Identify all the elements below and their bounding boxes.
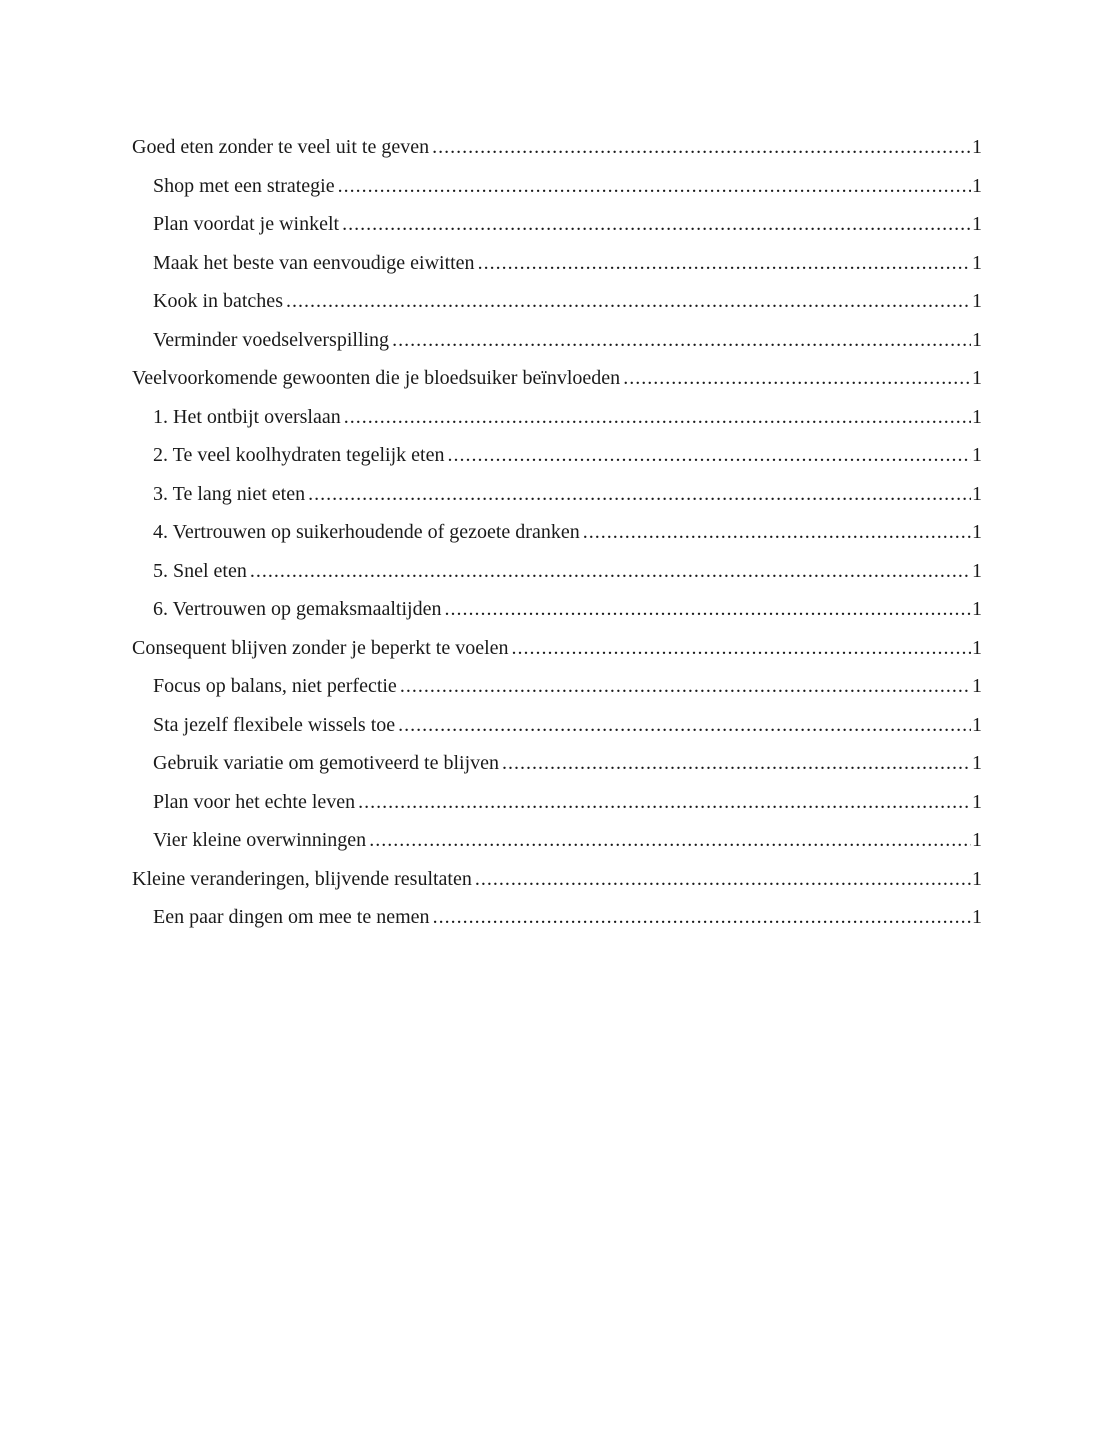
toc-entry-page-number: 1 — [972, 521, 982, 543]
toc-entry-page-number: 1 — [972, 713, 982, 736]
toc-entry-title: Maak het beste van eenvoudige eiwitten — [153, 251, 475, 274]
toc-entry-page-number: 1 — [972, 444, 982, 466]
toc-subheading-entry[interactable] — [132, 821, 982, 860]
toc-entry-page-number: 1 — [972, 136, 982, 158]
toc-subheading-entry[interactable] — [132, 398, 982, 437]
dot-leader — [433, 898, 971, 937]
dot-leader — [286, 282, 971, 321]
dot-leader — [478, 244, 971, 283]
toc-entry-page-number: 1 — [972, 328, 982, 351]
toc-subheading-entry[interactable] — [132, 244, 982, 283]
toc-entry-title: Goed eten zonder te veel uit te geven — [132, 136, 430, 158]
toc-heading-entry[interactable] — [132, 128, 982, 167]
toc-entry-page-number: 1 — [972, 906, 982, 928]
dot-leader — [392, 321, 971, 360]
toc-entry-title: 3. Te lang niet eten — [153, 482, 306, 505]
toc-entry-page-number: 1 — [972, 405, 982, 428]
toc-subheading-entry[interactable] — [132, 205, 982, 244]
toc-entry-title: Plan voordat je winkelt — [153, 213, 340, 235]
toc-entry-title: Gebruik variatie om gemotiveerd te blijven — [153, 752, 499, 774]
dot-leader — [398, 706, 971, 745]
toc-entry-title: Verminder voedselverspilling — [153, 328, 390, 351]
toc-entry-title: Plan voor het echte leven — [153, 790, 356, 813]
dot-leader — [338, 167, 971, 206]
toc-entry-page-number: 1 — [972, 174, 982, 197]
dot-leader — [475, 860, 971, 899]
toc-entry-title: Kleine veranderingen, blijvende resultaten — [132, 867, 472, 890]
toc-entry-title: Kook in batches — [153, 290, 283, 312]
toc-entry-title: Een paar dingen om mee te nemen — [153, 906, 430, 928]
toc-entry-title: 5. Snel eten — [153, 559, 247, 582]
dot-leader — [502, 744, 971, 783]
toc-subheading-entry[interactable] — [132, 436, 982, 475]
dot-leader — [432, 128, 971, 167]
dot-leader — [447, 436, 971, 475]
toc-subheading-entry[interactable] — [132, 667, 982, 706]
toc-entry-title: 2. Te veel koolhydraten tegelijk eten — [153, 444, 445, 466]
toc-entry-page-number: 1 — [972, 367, 982, 389]
toc-entry-page-number: 1 — [972, 829, 982, 851]
dot-leader — [342, 205, 971, 244]
dot-leader — [583, 513, 971, 552]
dot-leader — [623, 359, 971, 398]
dot-leader — [308, 475, 971, 514]
toc-entry-page-number: 1 — [972, 213, 982, 235]
toc-entry-title: Focus op balans, niet perfectie — [153, 675, 397, 697]
toc-entry-title: 4. Vertrouwen op suikerhoudende of gezoete dranken — [153, 521, 580, 543]
toc-entry-page-number: 1 — [972, 598, 982, 620]
toc-entry-page-number: 1 — [972, 636, 982, 659]
toc-entry-page-number: 1 — [972, 482, 982, 505]
toc-entry-page-number: 1 — [972, 290, 982, 312]
dot-leader — [344, 398, 971, 437]
toc-subheading-entry[interactable] — [132, 282, 982, 321]
toc-subheading-entry[interactable] — [132, 744, 982, 783]
toc-entry-page-number: 1 — [972, 867, 982, 890]
toc-heading-entry[interactable] — [132, 359, 982, 398]
toc-entry-page-number: 1 — [972, 790, 982, 813]
toc-entry-page-number: 1 — [972, 752, 982, 774]
toc-subheading-entry[interactable] — [132, 321, 982, 360]
toc-heading-entry[interactable] — [132, 860, 982, 899]
toc-subheading-entry[interactable] — [132, 898, 982, 937]
toc-subheading-entry[interactable] — [132, 552, 982, 591]
toc-entry-page-number: 1 — [972, 251, 982, 274]
toc-entry-page-number: 1 — [972, 559, 982, 582]
dot-leader — [369, 821, 971, 860]
table-of-contents — [132, 128, 982, 937]
toc-entry-title: 6. Vertrouwen op gemaksmaaltijden — [153, 598, 442, 620]
dot-leader — [512, 629, 971, 668]
dot-leader — [444, 590, 971, 629]
toc-entry-title: 1. Het ontbijt overslaan — [153, 405, 341, 428]
toc-entry-title: Veelvoorkomende gewoonten die je bloedsuiker beïnvloeden — [132, 367, 621, 389]
toc-entry-title: Shop met een strategie — [153, 174, 335, 197]
toc-subheading-entry[interactable] — [132, 513, 982, 552]
toc-subheading-entry[interactable] — [132, 706, 982, 745]
dot-leader — [250, 552, 971, 591]
toc-entry-title: Sta jezelf flexibele wissels toe — [153, 713, 396, 736]
toc-entry-page-number: 1 — [972, 675, 982, 697]
toc-subheading-entry[interactable] — [132, 167, 982, 206]
toc-entry-title: Vier kleine overwinningen — [153, 829, 367, 851]
toc-heading-entry[interactable] — [132, 629, 982, 668]
toc-subheading-entry[interactable] — [132, 783, 982, 822]
toc-entry-title: Consequent blijven zonder je beperkt te voelen — [132, 636, 509, 659]
dot-leader — [358, 783, 971, 822]
toc-subheading-entry[interactable] — [132, 590, 982, 629]
toc-subheading-entry[interactable] — [132, 475, 982, 514]
dot-leader — [400, 667, 971, 706]
